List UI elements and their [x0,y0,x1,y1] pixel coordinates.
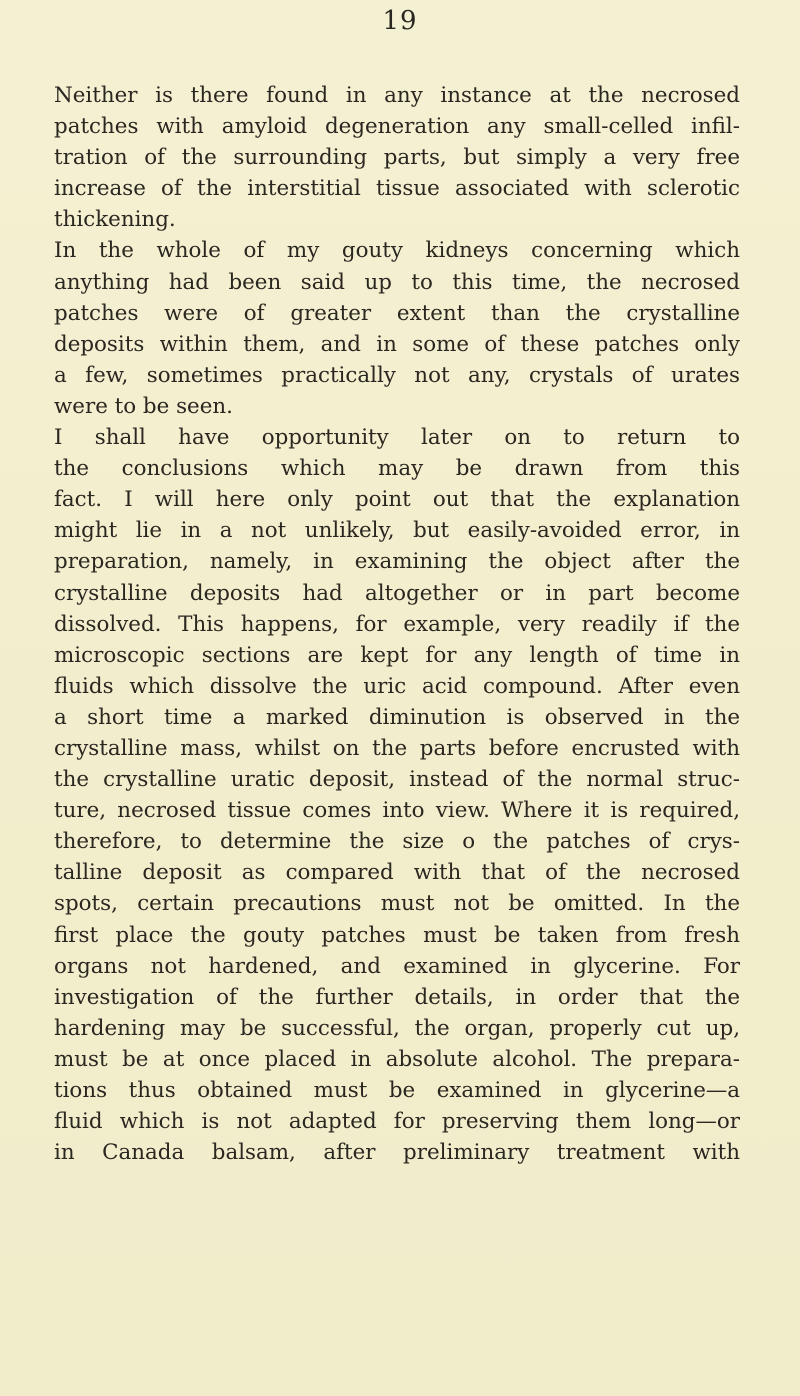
text-line: hardening may be successful, the organ, properly cut up, [54,1015,740,1041]
paragraph [54,422,740,1168]
text-line: I shall have opportunity later on to return to [54,425,740,451]
text-line: ture, necrosed tissue comes into view. Where it is required, [54,798,740,824]
text-line: In the whole of my gouty kidneys concerning which [54,238,740,264]
text-line: a short time a marked diminution is observed in the [54,704,740,730]
text-line: must be at once placed in absolute alcohol. The prepara- [54,1046,740,1072]
paragraph [54,235,740,422]
text-line: patches with amyloid degeneration any small-celled infil- [54,114,740,140]
page-number: 19 [382,6,418,36]
text-line: spots, certain precautions must not be omitted. In the [54,891,740,917]
text-line: thickening. [54,207,176,233]
body-text [54,80,740,1168]
text-line: first place the gouty patches must be taken from fresh [54,922,740,948]
text-line: tions thus obtained must be examined in glycerine—a [54,1078,740,1103]
text-line: tration of the surrounding parts, but simply a very free [54,145,740,171]
text-line: were to be seen. [54,393,233,419]
text-line: fluids which dissolve the uric acid compound. After even [54,673,740,699]
text-line: therefore, to determine the size o the patches of crys- [54,829,740,855]
text-line: deposits within them, and in some of these patches only [54,331,740,357]
text-line: in Canada balsam, after preliminary treatment with [54,1140,740,1166]
text-line: fact. I will here only point out that the explanation [54,487,740,513]
text-line: the crystalline uratic deposit, instead of the normal struc- [54,767,740,793]
text-line: investigation of the further details, in order that the [54,984,740,1010]
text-line: anything had been said up to this time, the necrosed [54,269,740,295]
text-line: organs not hardened, and examined in glycerine. For [54,953,740,979]
text-line: fluid which is not adapted for preserving them long—or [54,1109,740,1135]
text-line: crystalline mass, whilst on the parts before encrusted with [54,735,740,761]
text-line: dissolved. This happens, for example, very readily if the [54,611,740,637]
text-line: the conclusions which may be drawn from this [54,456,740,482]
text-line: microscopic sections are kept for any length of time in [54,642,740,668]
text-line: might lie in a not unlikely, but easily-avoided error, in [54,518,740,544]
text-line: Neither is there found in any instance at the necrosed [54,83,740,108]
text-line: increase of the interstitial tissue associated with sclerotic [54,176,740,202]
text-line: patches were of greater extent than the crystalline [54,300,740,326]
text-line: a few, sometimes practically not any, crystals of urates [54,362,740,388]
text-line: crystalline deposits had altogether or in part become [54,580,740,606]
text-line: talline deposit as compared with that of the necrosed [54,860,740,886]
paragraph [54,80,740,235]
text-line: preparation, namely, in examining the object after the [54,549,740,575]
